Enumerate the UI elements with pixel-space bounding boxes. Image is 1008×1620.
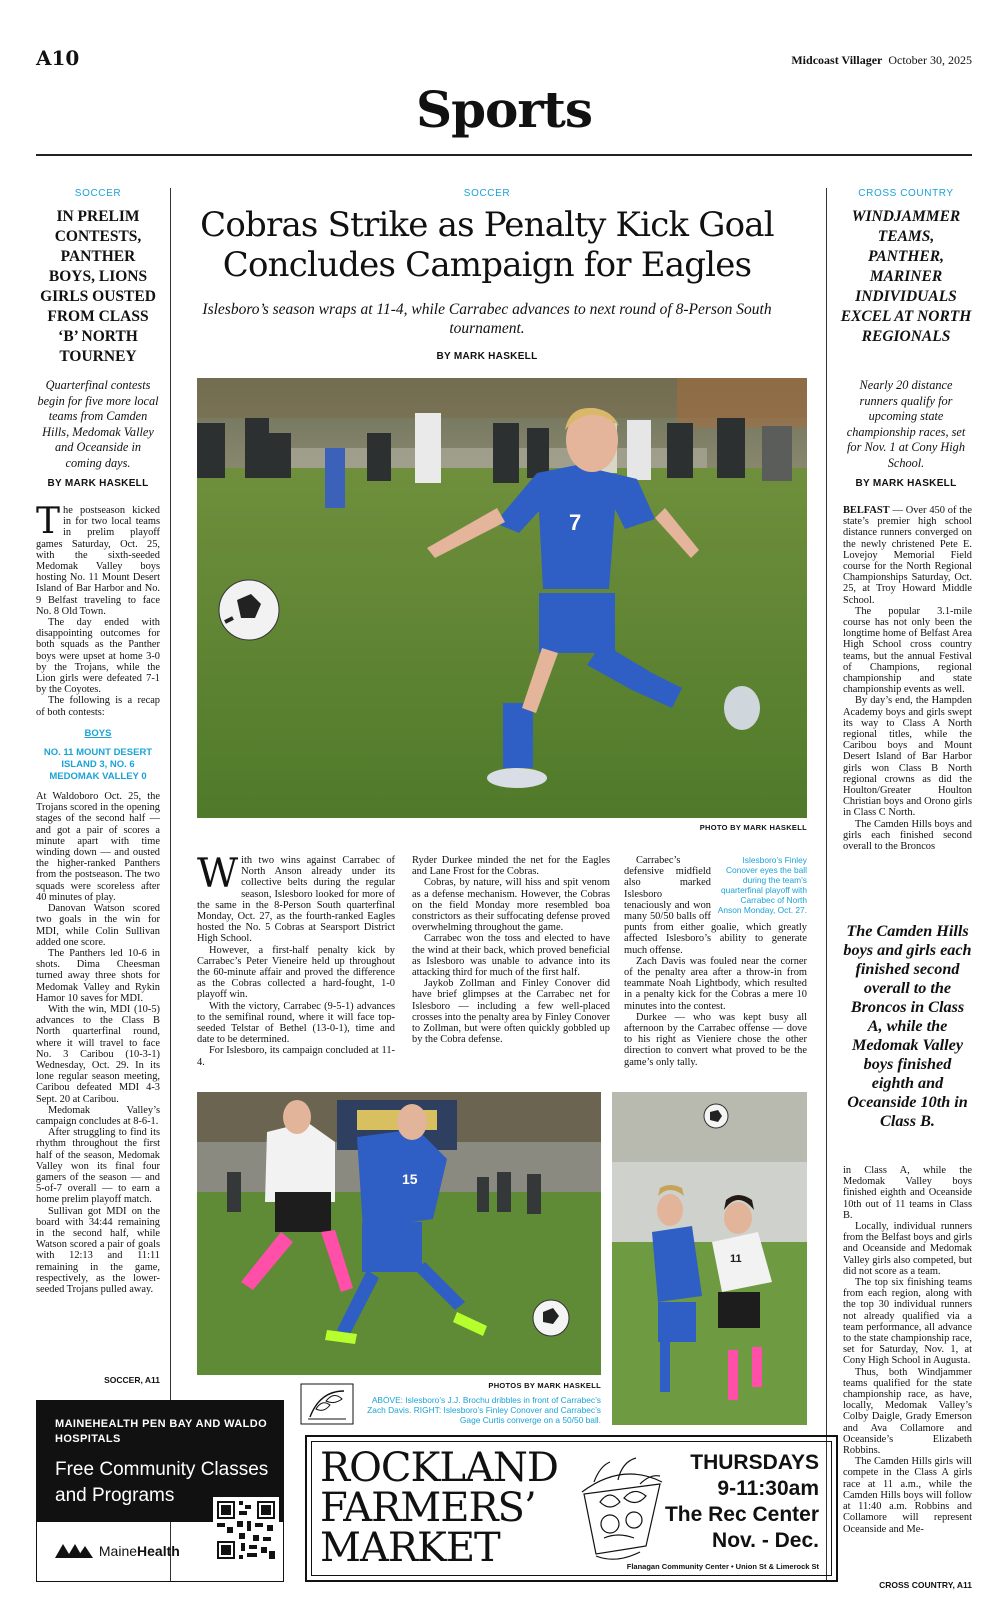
bottom-right-soccer-photo (612, 1092, 807, 1425)
pull-quote: The Camden Hills boys and girls each finished second overall to the Broncos in Class A, while the Medomak Valley boys finished eighth and Oceanside 10th in Class B. (843, 922, 972, 1130)
farmers-market-address: Flanagan Community Center • Union St & Limerock St (626, 1562, 819, 1571)
svg-text:15: 15 (402, 1171, 418, 1187)
mainehealth-logo: MaineHealth (55, 1542, 180, 1559)
center-kicker: SOCCER (463, 188, 511, 199)
header-rule (36, 154, 972, 156)
qr-code-icon[interactable] (213, 1497, 279, 1563)
left-column-rule (170, 188, 171, 1582)
svg-text:7: 7 (569, 510, 582, 535)
center-byline: BY MARK HASKELL (436, 351, 538, 362)
right-column-rule (826, 188, 827, 1582)
center-column-1: With two wins against Carrabec of North Anson already under its collective belts during the regular season, Islesboro looked for more of the same in the 8-Person South quarterfinal Monday, Oct. 27, as the fourth-ranked Eagles hosted the No. 5 Cobras at Searsport District High School. However, a first-half penalty kick by Carrabec’s Peter Vieneire held up throughout the 60-minute affair and proved the difference as the Cobras collected a hard-fought, 1-0 playoff win. With the victory, Carrabec (9-5-1) advances to the semifinal round, where it will face top-seeded Telstar of Bethel (13-0-1), time and date to be determined. For Islesboro, its campaign concluded at 11-4. (197, 851, 395, 1068)
farmers-market-ad-frame (311, 1441, 832, 1576)
center-deck: Islesboro’s season wraps at 11-4, while Carrabec advances to next round of 8-Person South tournament. (202, 301, 772, 337)
issue-date: October 30, 2025 (888, 53, 972, 67)
mountain-logo-icon (55, 1542, 95, 1558)
publication-name: Midcoast Villager (791, 53, 883, 67)
right-byline: BY MARK HASKELL (855, 478, 957, 489)
page-number: A10 (36, 46, 80, 70)
left-article-body: The postseason kicked in for two local teams in prelim playoff games Saturday, Oct. 25, with the sixth-seeded Medomak Valley boys hosting No. 11 Mount Desert Island of Bar Harbor and No. 9 Belfast traveling to face No. 8 Old Town. The day ended with disappointing outcomes for both squads as the Panther boys were upset at home 3-0 by the Trojans, while the Lion girls were defeated 7-1 by the Coyotes. The following is a recap of both contests: BOYS NO. 11 MOUNT DESERT ISLAND 3, NO. 6 MEDOMAK VALLEY 0 At Waldoboro Oct. 25, the Trojans scored in the opening stages of the second half — and got a pair of scores a minute apart with time winding down — and ousted the higher-ranked Panthers from the postseason. The two squads were scoreless after 40 minutes of play. Danovan Watson scored two goals in the win for MDI, while Colin Sullivan added one score. The Panthers led 10-6 in shots. Dima Cheesman turned away three shots for Medomak Valley and Rykin Hamor 10 saves for MDI. With the win, MDI (10-5) advances to the Class B North quarterfinal round, where it will travel to face No. 3 Caribou (10-3-1) Wednesday, Oct. 29. In its lone regular season meeting, Caribou defeated MDI 4-3 Sept. 20 at Caribou. Medomak Valley’s campaign concludes at 8-6-1. After struggling to find its rhythm throughout the first half of the season, Medomak Valley won its final four gamers of the season — and 5-of-7 overall — to earn a home prelim playoff match. Sullivan got MDI on the board with 34:44 remaining in the second half, while Watson scored a pair of goals with 12:13 and 11:11 remaining in the game, respectively, as the lower-seeded Trojans pulled away. (36, 501, 160, 1295)
center-column-3: Islesboro’s Finley Conover eyes the ball during the team’s quarterfinal playoff with Carrabec of North Anson Monday, Oct. 27. Carrabec’s defensive midfield also marked Islesboro tenaciously and won many 50/50 balls off punts from either goalie, which greatly affected Islesboro’s ability to generate much offense. Zach Davis was fouled near the corner of the penalty area after a throw-in from teammate Noah Lightbody, which resulted in a penalty kick for the Cobras a mere 10 minutes into the contest. Durkee — who was kept busy all afternoon by the Carrabec offense — dove to his right as Vieniere chose the other direction to convert what proved to be the game’s only tally. (624, 855, 807, 1068)
rockland-farmers-market-ad[interactable] (305, 1435, 838, 1582)
section-title: Sports (415, 80, 592, 139)
left-dropcap: T (36, 501, 61, 542)
right-headline: WINDJAMMER TEAMS, PANTHER, MARINER INDIVIDUALS EXCEL AT NORTH REGIONALS (840, 208, 972, 345)
bottom-photos-cutline: ABOVE: Islesboro’s J.J. Brochu dribbles in front of Carrabec’s Zach Davis. RIGHT: Islesboro’s Finley Conover and Carrabec’s Gage Curtis converge on a 50/50 ball. (367, 1395, 601, 1425)
svg-text:11: 11 (730, 1253, 742, 1265)
bottom-photos-credit: PHOTOS BY MARK HASKELL (488, 1381, 601, 1390)
left-jump-line[interactable]: SOCCER, A11 (104, 1375, 160, 1385)
right-article-body-bottom: in Class A, while the Medomak Valley boys finished eighth and Oceanside 10th out of 11 teams in Class B. Locally, individual runners from the Belfast boys and girls and Oceanside and Medomak Valley girls also competed, but did not score as a team. The top six finishing teams from each region, along with the top 30 individual runners not already qualified via a team performance, all advance to the state championship race, set for Saturday, Nov. 1, at Cony High School in Augusta. Thus, both Windjammer teams qualified for the state championship race, as have, locally, Medomak Valley’s Colby Daigle, Grady Emerson and Ava Collamore and Oceanside’s Elizabeth Robbins. The Camden Hills girls will compete in the Class A girls race at 11 a.m., while the Camden Hills boys will follow at 11:40 a.m. Robbins and Collamore will represent Oceanside and Me- (843, 1165, 972, 1535)
left-deck: Quarterfinal contests begin for five more local teams from Camden Hills, Medomak Valley and Oceanside in coming days. (37, 378, 159, 470)
main-soccer-photo (197, 378, 807, 818)
boys-subhead-link[interactable]: BOYS (84, 727, 112, 739)
center-dropcap: W (197, 851, 239, 897)
farmers-market-schedule: THURSDAYS 9-11:30am The Rec Center Nov. - Dec. (664, 1451, 819, 1552)
mainehealth-ad[interactable] (36, 1400, 284, 1582)
right-jump-line[interactable]: CROSS COUNTRY, A11 (879, 1580, 972, 1590)
masthead (791, 53, 972, 68)
dateline: BELFAST (843, 505, 890, 516)
main-photo-cutline: Islesboro’s Finley Conover eyes the ball during the team’s quarterfinal playoff with Carrabec of North Anson Monday, Oct. 27. (717, 855, 807, 915)
left-kicker: SOCCER (74, 188, 122, 199)
left-headline: IN PRELIM CONTESTS, PANTHER BOYS, LIONS GIRLS OUSTED FROM CLASS ‘B’ NORTH TOURNEY (40, 208, 156, 365)
bottom-left-soccer-photo (197, 1092, 601, 1375)
left-byline: BY MARK HASKELL (47, 478, 149, 489)
farmers-market-name: ROCKLAND FARMERS’ MARKET (320, 1445, 558, 1571)
right-article-body-top: BELFAST — Over 450 of the state’s premier high school distance runners converged on the newly christened Pete E. Lovejoy Memorial Field course for the North Regional Championships Saturday, Oct. 25, at Troy Howard Middle School. The popular 3.1-mile course has not only been the longtime home of Belfast Area High School cross country teams, but the annual Festival of Champions, regional championship and state championship events as well. By day’s end, the Hampden Academy boys and girls swept its way to Class A North regional titles, while the Caribou boys and Mount Desert Island of Bar Harbor girls won Class B North regional crowns as did the Houlton/Greater Houlton Christian boys and Orono girls in Class C North. The Camden Hills boys and girls each finished second overall to the Broncos (843, 505, 972, 853)
right-deck: Nearly 20 distance runners qualify for upcoming state championship races, set for Nov. 1 at Cony High School. (846, 378, 966, 470)
main-photo-credit: PHOTO BY MARK HASKELL (699, 823, 807, 832)
game-subhead: NO. 11 MOUNT DESERT ISLAND 3, NO. 6 MEDOMAK VALLEY 0 (43, 747, 153, 783)
mainehealth-ad-title: Free Community Classes and Programs (55, 1459, 269, 1506)
right-kicker: CROSS COUNTRY (858, 188, 954, 199)
center-headline: Cobras Strike as Penalty Kick Goal Concludes Campaign for Eagles (200, 205, 774, 285)
mainehealth-ad-org: MAINEHEALTH PEN BAY AND WALDO HOSPITALS (55, 1418, 268, 1445)
plant-sketch-icon (300, 1383, 354, 1425)
center-column-2: Ryder Durkee minded the net for the Eagles and Lane Frost for the Cobras. Cobras, by nature, will hiss and spit venom as a defense mechanism. However, the Cobras on the field Monday more resembled boa constrictors as their suffocating defense proved overwhelming throughout the game. Carrabec won the toss and elected to have the wind at their back, which proved beneficial as Islesboro was unable to advance into its attacking third for much of the first half. Jaykob Zollman and Finley Conover did have brief glimpses at the Carrabec net for Islesboro — including a few well-placed crosses into the penalty area by Finley Conover to Zollman, but were often quickly gobbled up by the Cobra defense. (412, 855, 610, 1046)
